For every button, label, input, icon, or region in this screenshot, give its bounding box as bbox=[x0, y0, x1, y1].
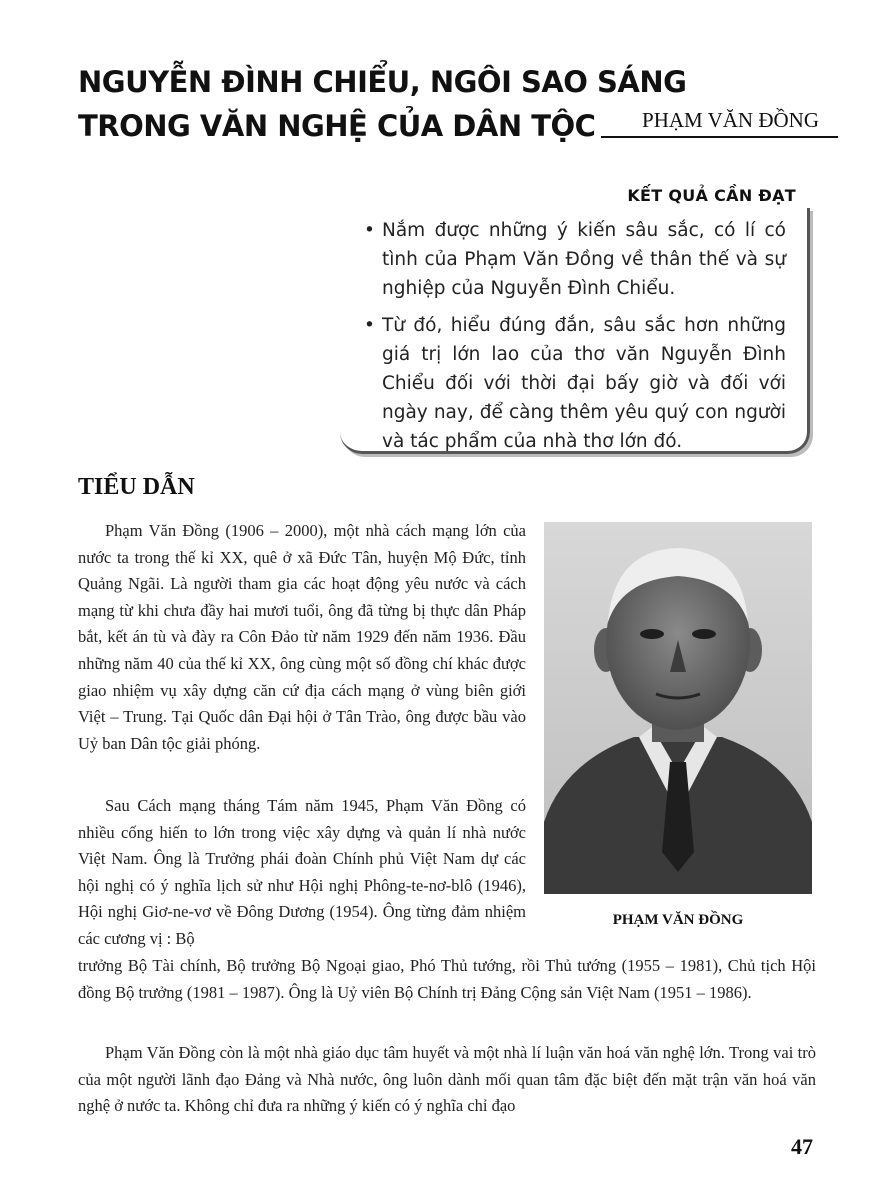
author-name: PHẠM VĂN ĐỒNG bbox=[632, 108, 819, 133]
page-number: 47 bbox=[791, 1134, 813, 1159]
section-title: TIỂU DẪN bbox=[78, 474, 195, 500]
goals-list bbox=[362, 216, 786, 464]
goals-heading: KẾT QUẢ CẦN ĐẠT bbox=[627, 186, 796, 205]
paragraph-2-part-1: Sau Cách mạng tháng Tám năm 1945, Phạm Văn Đồng có nhiều cống hiến to lớn trong việc xây dựng và quản lí nhà nước Việt Nam. Ông là Trưởng phái đoàn Chính phủ Việt Nam dự các hội nghị có ý nghĩa lịch sử như Hội nghị Phông-te-nơ-blô (1946), Hội nghị Giơ-ne-vơ về Đông Dương (1954). Ông từng đảm nhiệm các cương vị : Bộ bbox=[78, 796, 526, 948]
title-line-1: NGUYỄN ĐÌNH CHIỂU, NGÔI SAO SÁNG bbox=[78, 65, 687, 99]
photo-caption: PHẠM VĂN ĐỒNG bbox=[612, 912, 744, 928]
title-line-2: TRONG VĂN NGHỆ CỦA DÂN TỘC bbox=[78, 109, 596, 143]
paragraph-3: Phạm Văn Đồng còn là một nhà giáo dục tâm huyết và một nhà lí luận văn hoá văn nghệ lớn. Trong vai trò của một người lãnh đạo Đảng và Nhà nước, ông luôn dành mối quan tâm đặc biệt đến mặt trận văn hoá văn nghệ ở nước ta. Không chỉ đưa ra những ý kiến có ý nghĩa chỉ đạo bbox=[78, 1043, 816, 1116]
portrait-illustration bbox=[544, 522, 812, 894]
title-rule bbox=[601, 136, 838, 138]
portrait-photo bbox=[544, 522, 812, 894]
goal-item-1: • Nắm được những ý kiến sâu sắc, có lí có tình của Phạm Văn Đồng về thân thế và sự nghiệp của Nguyễn Đình Chiểu. bbox=[362, 216, 786, 303]
paragraph-1: Phạm Văn Đồng (1906 – 2000), một nhà cách mạng lớn của nước ta trong thế kỉ XX, quê ở xã Đức Tân, huyện Mộ Đức, tỉnh Quảng Ngãi. Là người tham gia các hoạt động yêu nước và cách mạng từ khi chưa đầy hai mươi tuổi, ông đã từng bị thực dân Pháp bắt, kết án tù và đày ra Côn Đảo từ năm 1929 đến năm 1936. Đầu những năm 40 của thế kỉ XX, ông cùng một số đồng chí khác được giao nhiệm vụ xây dựng căn cứ địa cách mạng ở vùng biên giới Việt – Trung. Tại Quốc dân Đại hội ở Tân Trào, ông được bầu vào Uỷ ban Dân tộc giải phóng. bbox=[78, 521, 526, 753]
article-title bbox=[78, 60, 838, 148]
goal-item-2: • Từ đó, hiểu đúng đắn, sâu sắc hơn những giá trị lớn lao của thơ văn Nguyễn Đình Chiểu đối với thời đại bấy giờ và đối với ngày nay, để càng thêm yêu quý con người và tác phẩm của nhà thơ lớn đó. bbox=[362, 311, 786, 456]
paragraph-2-part-2: trưởng Bộ Tài chính, Bộ trưởng Bộ Ngoại giao, Phó Thủ tướng, rồi Thủ tướng (1955 – 1981), Chủ tịch Hội đồng Bộ trưởng (1981 – 1987). Ông là Uỷ viên Bộ Chính trị Đảng Cộng sản Việt Nam (1951 – 1986). bbox=[78, 956, 816, 1002]
